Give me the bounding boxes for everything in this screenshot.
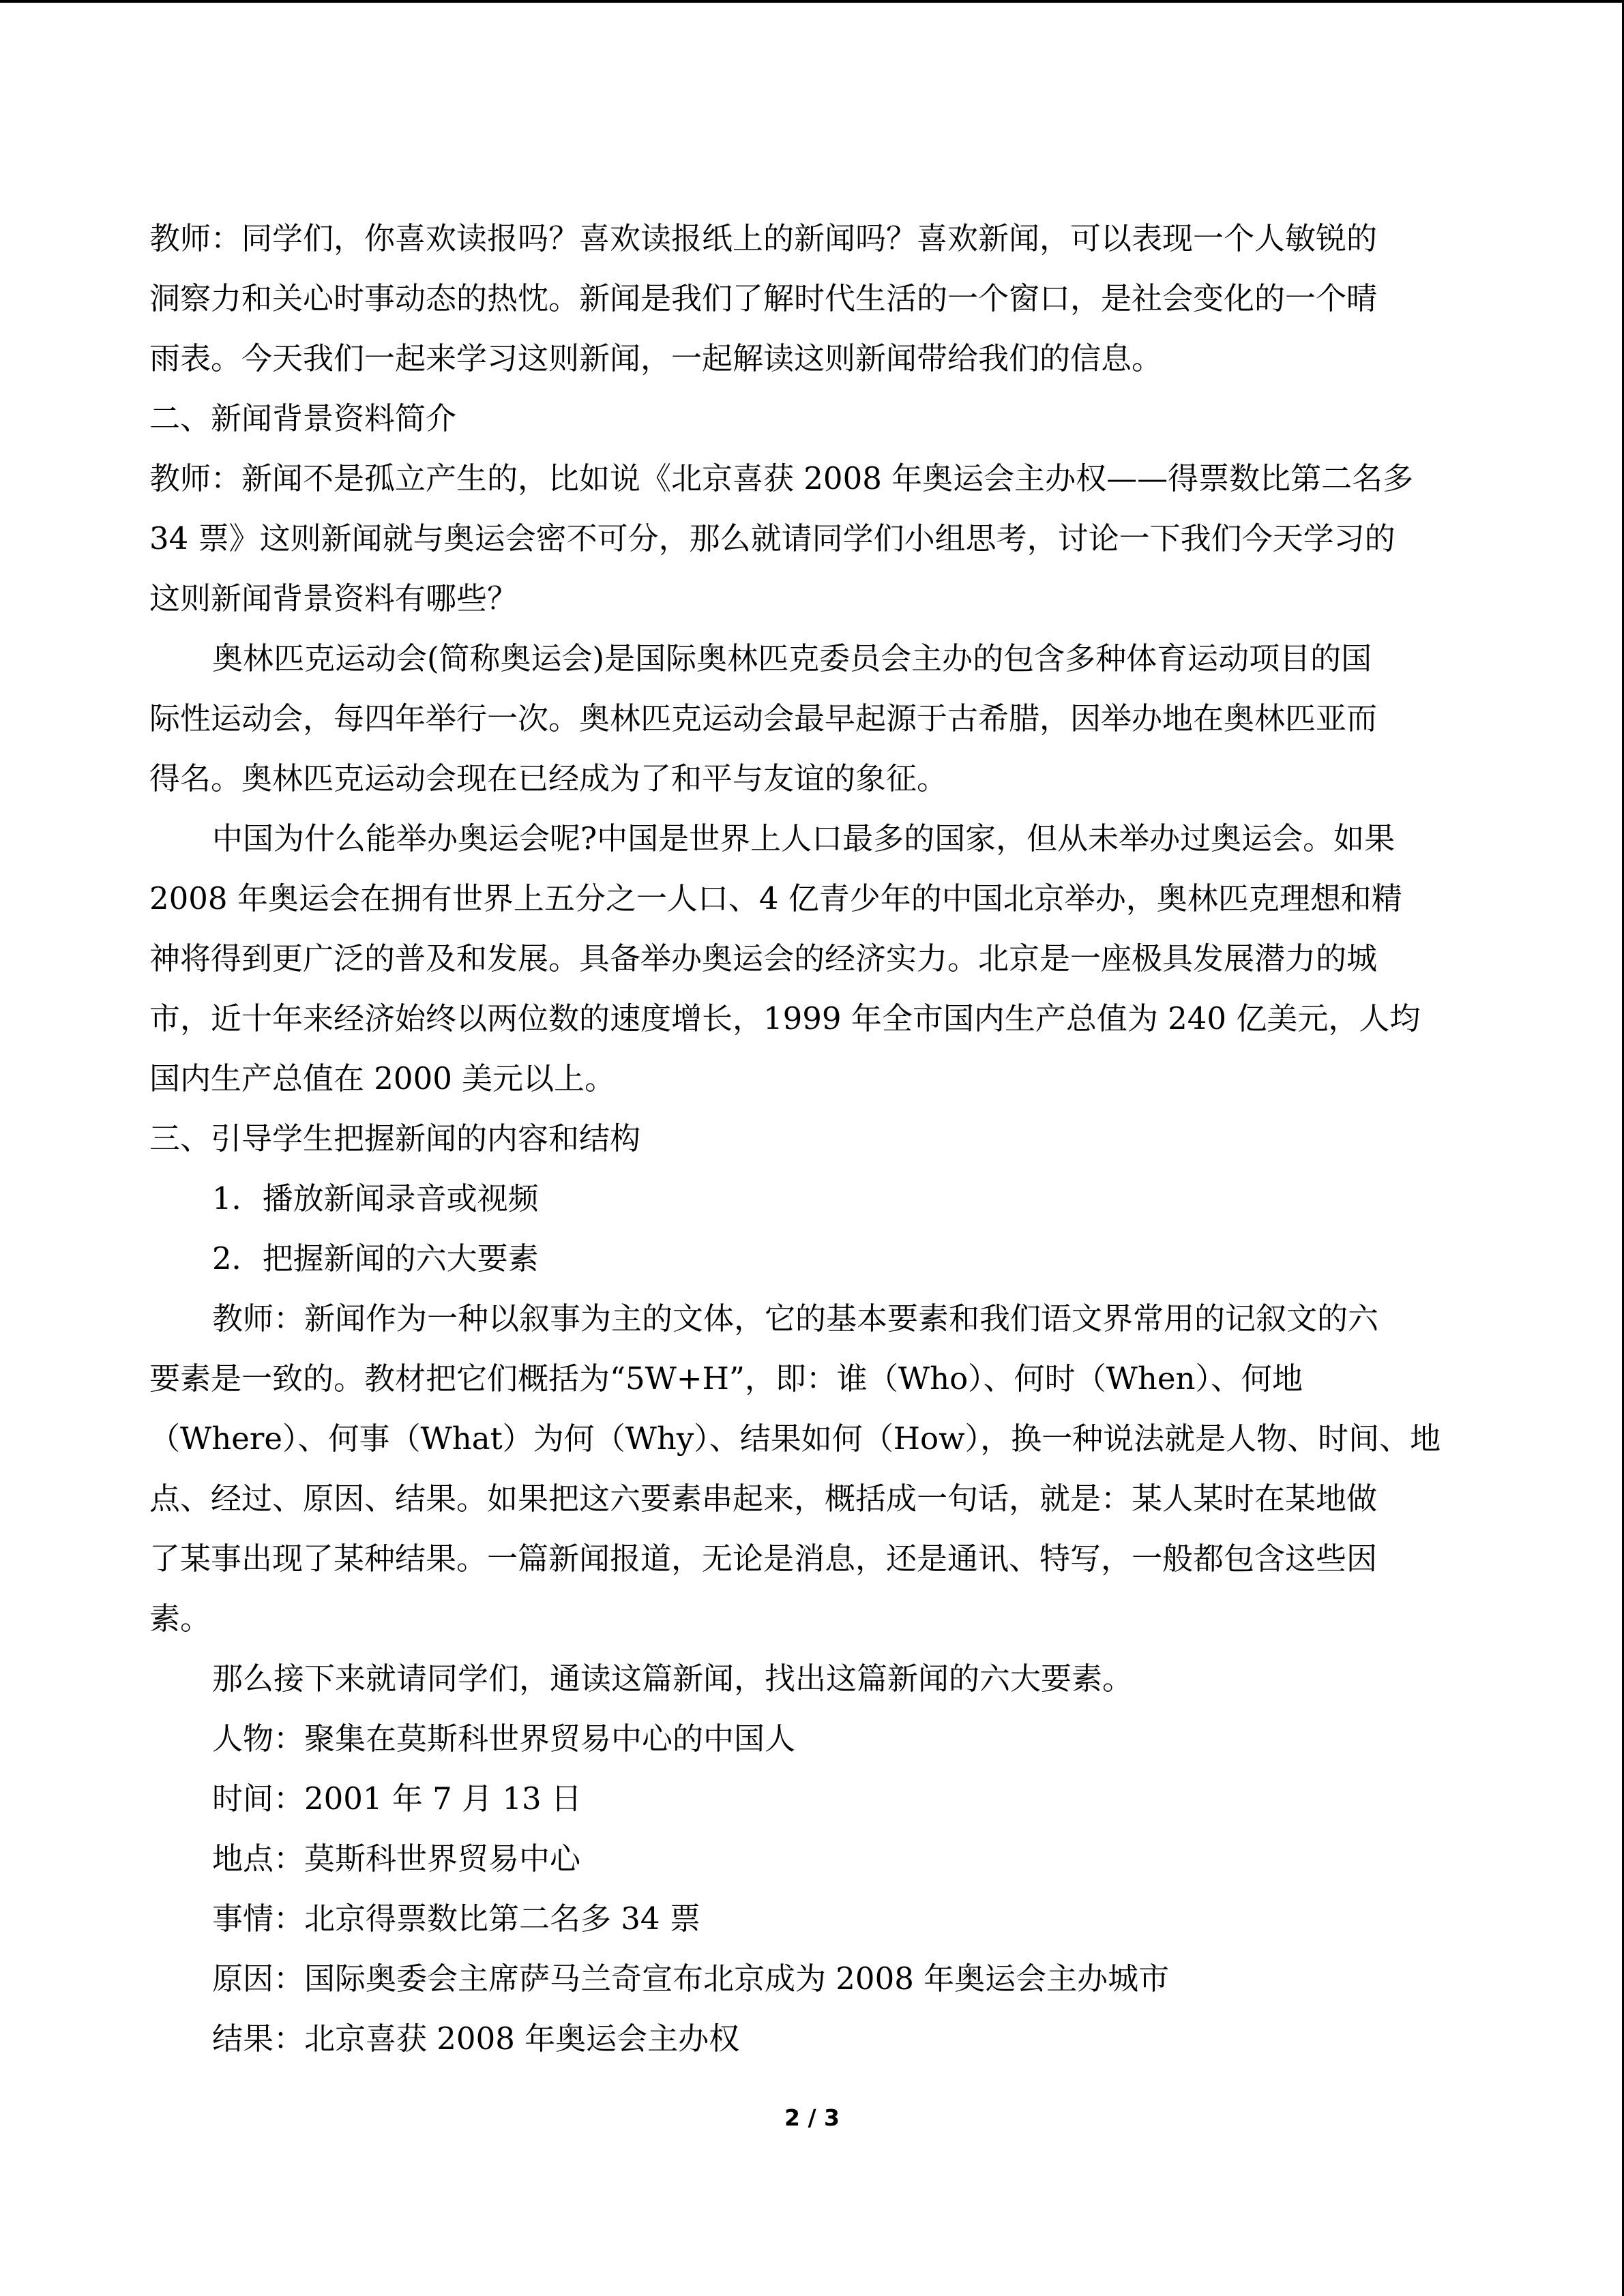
paragraph-line: 得名。奥林匹克运动会现在已经成为了和平与友谊的象征。 bbox=[149, 760, 948, 796]
paragraph-line: 奥林匹克运动会(简称奥运会)是国际奥林匹克委员会主办的包含多种体育运动项目的国 bbox=[212, 640, 1372, 676]
paragraph-line: 市，近十年来经济始终以两位数的速度增长，1999 年全市国内生产总值为 240 亿美元，人均 bbox=[149, 1000, 1421, 1037]
element-item: 原因：国际奥委会主席萨马兰奇宣布北京成为 2008 年奥运会主办城市 bbox=[212, 1960, 1170, 1997]
paragraph-line: （Where）、何事（What）为何（Why）、结果如何（How），换一种说法就是人物、时间、地 bbox=[149, 1420, 1441, 1457]
paragraph-line: 教师：新闻作为一种以叙事为主的文体，它的基本要素和我们语文界常用的记叙文的六 bbox=[212, 1300, 1379, 1337]
paragraph-line: 34 票》这则新闻就与奥运会密不可分，那么就请同学们小组思考，讨论一下我们今天学习的 bbox=[149, 520, 1396, 556]
paragraph-line: 要素是一致的。教材把它们概括为“5W+H”，即：谁（Who）、何时（When）、何地 bbox=[149, 1360, 1303, 1397]
paragraph-line: 中国为什么能举办奥运会呢?中国是世界上人口最多的国家，但从未举办过奥运会。如果 bbox=[212, 820, 1396, 856]
page-number: 2 / 3 bbox=[784, 2104, 840, 2131]
element-item: 地点：莫斯科世界贸易中心 bbox=[212, 1840, 581, 1877]
paragraph-line: 了某事出现了某种结果。一篇新闻报道，无论是消息，还是通讯、特写，一般都包含这些因 bbox=[149, 1540, 1378, 1577]
paragraph-line: 2008 年奥运会在拥有世界上五分之一人口、4 亿青少年的中国北京举办，奥林匹克理想和精 bbox=[149, 880, 1402, 916]
element-item: 事情：北京得票数比第二名多 34 票 bbox=[212, 1900, 700, 1937]
paragraph-line: 这则新闻背景资料有哪些？ bbox=[149, 580, 518, 616]
numbered-item: 1．播放新闻录音或视频 bbox=[212, 1180, 539, 1217]
paragraph-line: 际性运动会，每四年举行一次。奥林匹克运动会最早起源于古希腊，因举办地在奥林匹亚而 bbox=[149, 700, 1378, 736]
paragraph-line: 洞察力和关心时事动态的热忱。新闻是我们了解时代生活的一个窗口，是社会变化的一个晴 bbox=[149, 280, 1378, 316]
paragraph-line: 素。 bbox=[149, 1600, 211, 1637]
section-heading: 二、新闻背景资料简介 bbox=[149, 400, 457, 436]
document-body bbox=[149, 209, 1475, 2069]
paragraph-line: 雨表。今天我们一起来学习这则新闻，一起解读这则新闻带给我们的信息。 bbox=[149, 340, 1163, 376]
page-top-border bbox=[0, 0, 1624, 3]
element-item: 结果：北京喜获 2008 年奥运会主办权 bbox=[212, 2021, 740, 2057]
paragraph-line: 国内生产总值在 2000 美元以上。 bbox=[149, 1060, 616, 1097]
element-item: 人物：聚集在莫斯科世界贸易中心的中国人 bbox=[212, 1720, 796, 1757]
paragraph-line: 神将得到更广泛的普及和发展。具备举办奥运会的经济实力。北京是一座极具发展潜力的城 bbox=[149, 940, 1378, 976]
paragraph-line: 点、经过、原因、结果。如果把这六要素串起来，概括成一句话，就是：某人某时在某地做 bbox=[149, 1480, 1378, 1517]
paragraph-line: 教师：新闻不是孤立产生的，比如说《北京喜获 2008 年奥运会主办权——得票数比第二名多 bbox=[149, 460, 1414, 496]
section-heading: 三、引导学生把握新闻的内容和结构 bbox=[149, 1120, 641, 1157]
element-item: 时间：2001 年 7 月 13 日 bbox=[212, 1780, 582, 1817]
paragraph-line: 那么接下来就请同学们，通读这篇新闻，找出这篇新闻的六大要素。 bbox=[212, 1660, 1134, 1697]
paragraph-line: 教师：同学们，你喜欢读报吗？喜欢读报纸上的新闻吗？喜欢新闻，可以表现一个人敏锐的 bbox=[149, 220, 1378, 256]
numbered-item: 2．把握新闻的六大要素 bbox=[212, 1240, 539, 1277]
